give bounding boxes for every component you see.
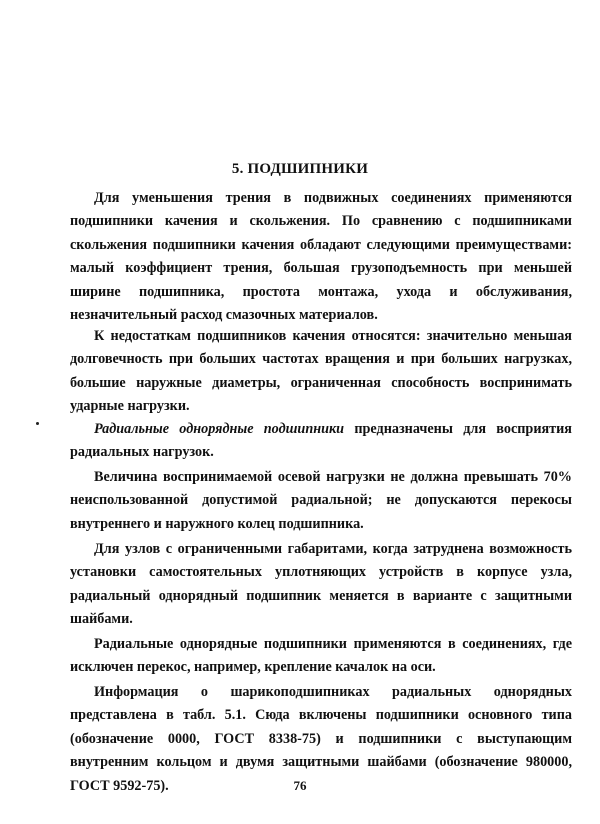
scan-speck xyxy=(36,422,39,425)
paragraph-7: Информация о шарикоподшипниках радиальных однорядных представлена в табл. 5.1. Сюда включены подшипники основного типа (обозначение 0000, ГОСТ 8338-75) и подшипники с выступающим внутренним кольцом и двумя защитными шайбами (обозначение 980000, ГОСТ 9592-75). xyxy=(70,684,572,794)
paragraph-2: К недостаткам подшипников качения относятся: значительно меньшая долговечность при больших частотах вращения и при больших нагрузках, большие наружные диаметры, ограниченная способность воспринимать ударные нагрузки. xyxy=(70,328,572,415)
paragraph-1: Для уменьшения трения в подвижных соединениях применяются подшипники качения и скольжения. По сравнению с подшипниками скольжения подшипники качения обладают следующими преимуществами: малый коэффициент трения, большая грузоподъемность при меньшей ширине подшипника, простота монтажа, ухода и обслуживания, незначительный расход смазочных материалов. xyxy=(70,190,572,324)
paragraph-4: Величина воспринимаемой осевой нагрузки не должна превышать 70% неиспользованной допустимой радиальной; не допускаются перекосы внутреннего и наружного колец подшипника. xyxy=(70,469,572,532)
paragraph-5: Для узлов с ограниченными габаритами, когда затруднена возможность установки самостоятельных уплотняющих устройств в корпусе узла, радиальный однорядный подшипник меняется в варианте с защитными шайбами. xyxy=(70,541,572,628)
page-number: 76 xyxy=(293,778,307,793)
paragraph-6: Радиальные однорядные подшипники применяются в соединениях, где исключен перекос, например, крепление качалок на оси. xyxy=(70,636,572,676)
italic-term: Радиальные однорядные подшипники xyxy=(94,421,345,437)
section-title: 5. ПОДШИПНИКИ xyxy=(231,161,369,177)
paragraph-3-text: предназначены для восприятия радиальных нагрузок. xyxy=(70,421,572,461)
paragraph-3 xyxy=(70,418,572,465)
